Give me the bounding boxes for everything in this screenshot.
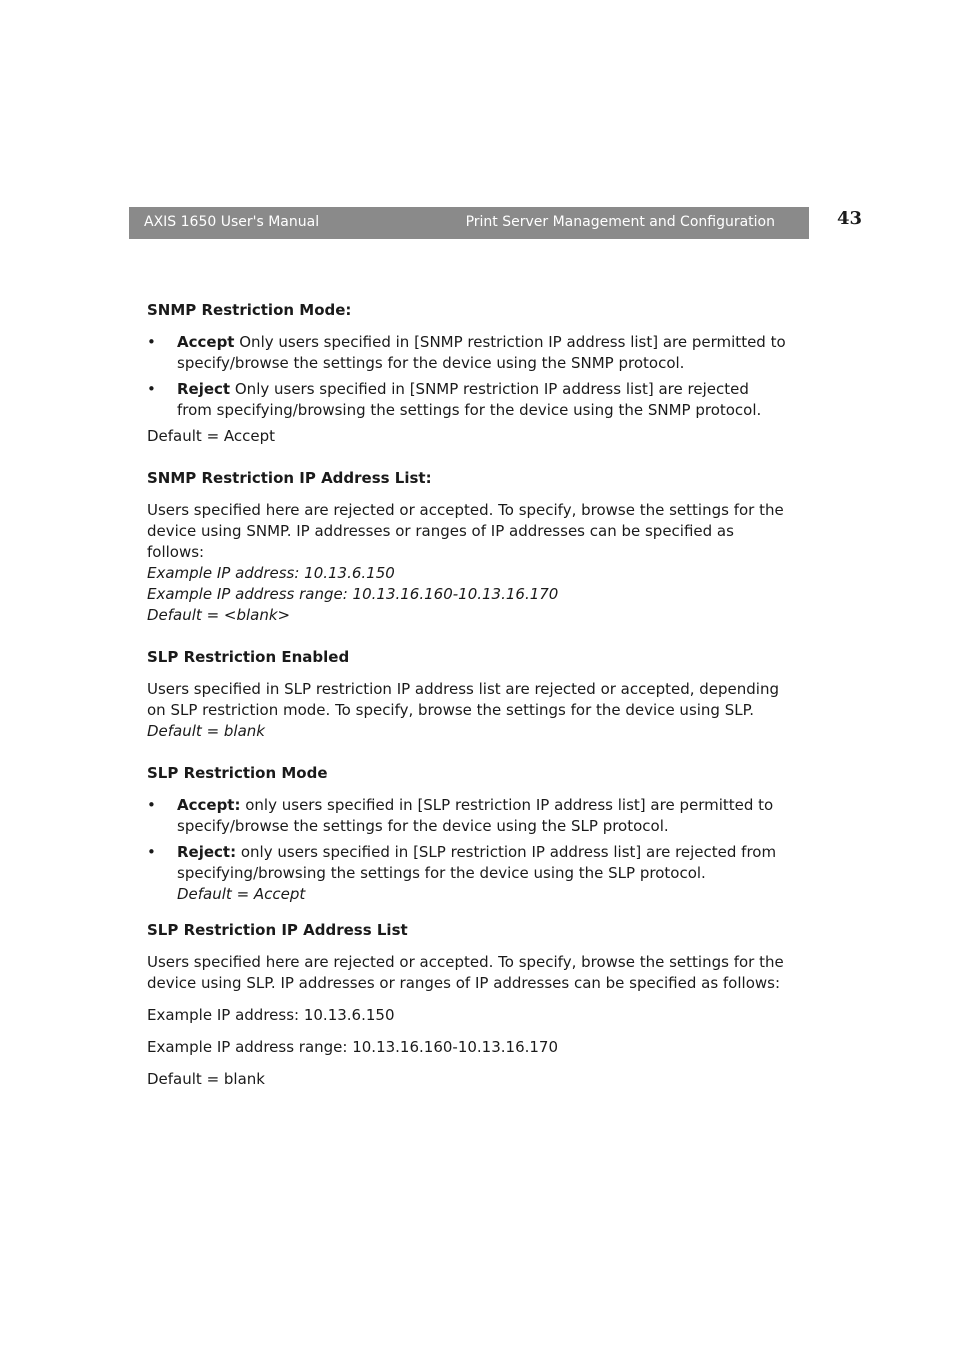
bullet-icon: • (147, 333, 156, 351)
manual-title: AXIS 1650 User's Manual (144, 214, 320, 230)
snmp-mode-options (147, 332, 787, 421)
list-item (147, 379, 787, 421)
slp-mode-default: Default = Accept (177, 885, 306, 903)
slp-example-address: Example IP address: 10.13.6.150 (147, 1006, 395, 1024)
snmp-example-address: Example IP address: 10.13.6.150 (147, 564, 395, 582)
slp-restriction-mode-heading: SLP Restriction Mode (147, 764, 328, 782)
option-term: Reject: (177, 843, 237, 861)
bullet-icon: • (147, 380, 156, 398)
page-header-bar (129, 207, 809, 239)
snmp-restriction-mode-heading: SNMP Restriction Mode: (147, 301, 352, 319)
option-description: Only users specified in [SNMP restriction IP address list] are rejected from specifying/browsing the settings for the device using the SNMP protocol. (177, 380, 762, 419)
slp-address-list-default: Default = blank (147, 1070, 265, 1088)
option-description: only users specified in [SLP restriction IP address list] are rejected from specifying/browsing the settings for the device using the SLP protocol. (177, 843, 777, 882)
bullet-icon: • (147, 843, 156, 861)
slp-enabled-description: Users specified in SLP restriction IP address list are rejected or accepted, depending on SLP restriction mode. To specify, browse the settings for the device using SLP. (147, 680, 780, 719)
slp-restriction-enabled-heading: SLP Restriction Enabled (147, 648, 350, 666)
section-title: Print Server Management and Configuration (465, 214, 775, 230)
slp-address-list-heading: SLP Restriction IP Address List (147, 921, 408, 939)
slp-enabled-text (147, 679, 787, 742)
slp-mode-options (147, 795, 787, 905)
list-item (147, 332, 787, 374)
slp-example-range: Example IP address range: 10.13.16.160-10.13.16.170 (147, 1038, 559, 1056)
option-term: Accept (177, 333, 235, 351)
slp-address-list-description: Users specified here are rejected or accepted. To specify, browse the settings for the device using SLP. IP addresses or ranges of IP addresses can be specified as follows: (147, 953, 784, 992)
snmp-mode-default: Default = Accept (147, 427, 276, 445)
option-term: Accept: (177, 796, 241, 814)
list-item (147, 795, 787, 837)
option-term: Reject (177, 380, 231, 398)
page-number: 43 (837, 208, 863, 229)
snmp-example-range: Example IP address range: 10.13.16.160-10.13.16.170 (147, 585, 559, 603)
snmp-address-list-heading: SNMP Restriction IP Address List: (147, 469, 432, 487)
snmp-address-list-description: Users specified here are rejected or accepted. To specify, browse the settings for the device using SNMP. IP addresses or ranges of IP addresses can be specified as follows: (147, 501, 784, 561)
list-item (147, 842, 787, 905)
option-description: only users specified in [SLP restriction IP address list] are permitted to specify/browse the settings for the device using the SLP protocol. (177, 796, 774, 835)
snmp-address-list-default: Default = <blank> (147, 606, 291, 624)
slp-enabled-default: Default = blank (147, 722, 265, 740)
bullet-icon: • (147, 796, 156, 814)
option-description: Only users specified in [SNMP restriction IP address list] are permitted to specify/browse the settings for the device using the SNMP protocol. (177, 333, 786, 372)
page-content (147, 300, 787, 1101)
snmp-address-list-text (147, 500, 787, 626)
